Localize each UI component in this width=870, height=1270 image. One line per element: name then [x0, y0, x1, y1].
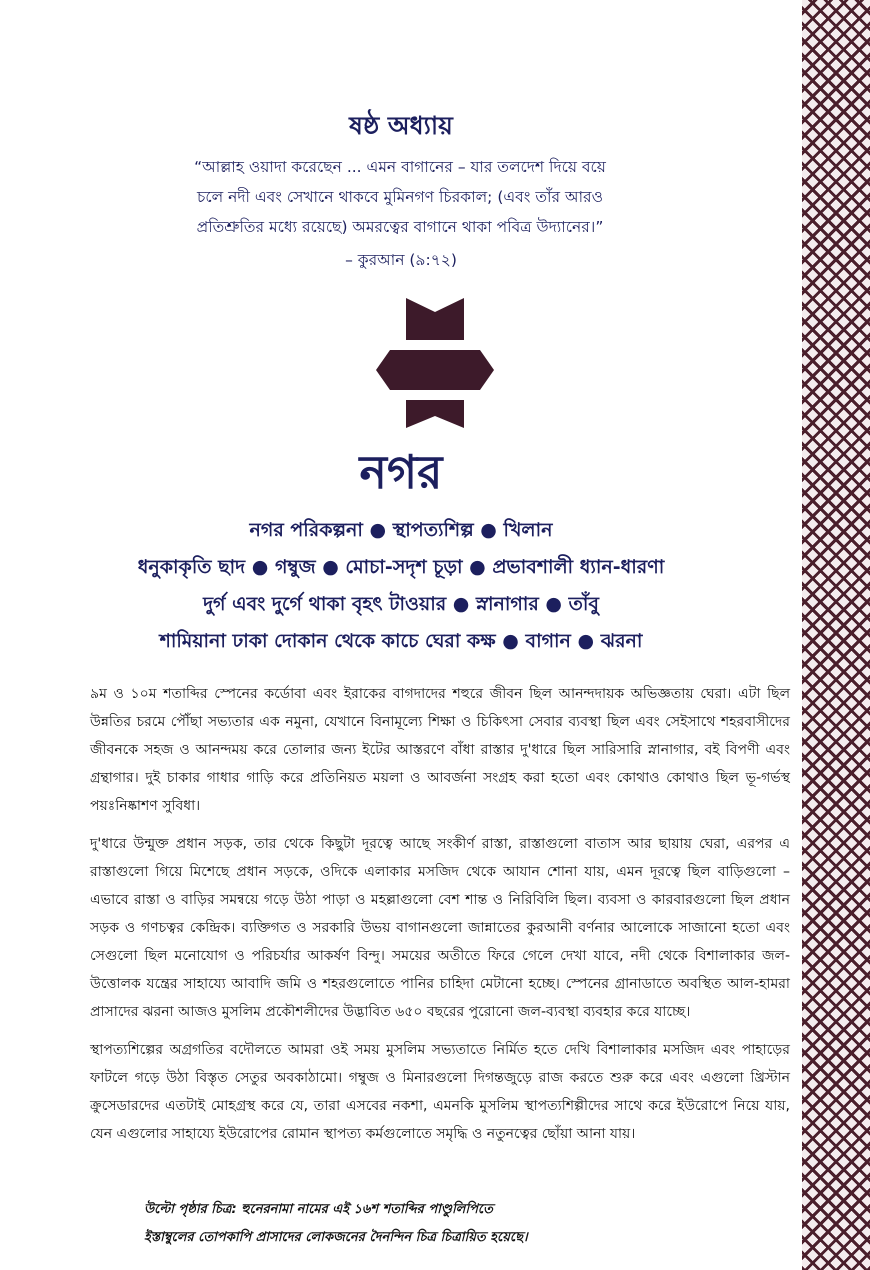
epigraph-line: প্রতিশ্রুতির মধ্যে রয়েছে) অমরত্বের বাগানে থাকা পবিত্র উদ্যানের।” — [196, 218, 604, 236]
topic-line: শামিয়ানা ঢাকা দোকান থেকে কাচে ঘেরা কক্ষ ● বাগান ● ঝরনা — [159, 630, 643, 652]
chapter-heading: ষষ্ঠ অধ্যায় — [349, 111, 453, 140]
epigraph-quote — [150, 152, 650, 242]
topic-line: দুর্গ এবং দুর্গে থাকা বৃহৎ টাওয়ার ● স্নানাগার ● তাঁবু — [203, 593, 599, 615]
decorative-border — [802, 0, 870, 1270]
chapter-title: নগর — [359, 445, 443, 499]
caption-line: ইস্তাম্বুলের তোপকাপি প্রাসাদের লোকজনের দৈনন্দিন চিত্র চিত্রায়িত হয়েছে। — [144, 1230, 528, 1245]
caption-line: উল্টো পৃষ্ঠার চিত্র: হুনেরনামা নামের এই ১৬শ শতাব্দির পাণ্ডুলিপিতে — [144, 1202, 493, 1217]
epigraph-source: – কুরআন (৯:৭২) — [345, 251, 457, 269]
paragraph: ৯ম ও ১০ম শতাব্দির স্পেনের কর্ডোবা এবং ইরাকের বাগদাদের শহুরে জীবন ছিল আনন্দদায়ক অভিজ্ঞতায় ঘেরা। এটা ছিল উন্নতির চরমে পৌঁছা সভ্যতার এক নমুনা, যেখানে বিনামূল্যে শিক্ষা ও চিকিৎসা সেবার ব্যবস্থা ছিল এবং সেইসাথে শহরবাসীদের জীবনকে সহজ ও আনন্দময় করে তোলার জন্য ইটের আস্তরণে বাঁধা রাস্তার দু'ধারে ছিল সারিসারি স্নানাগার, বই বিপণী এবং গ্রন্থাগার। দুই চাকার গাধার গাড়ি করে প্রতিনিয়ত ময়লা ও আবর্জনা সংগ্রহ করা হতো এবং কোথাও কোথাও ছিল ভূ-গর্ভস্থ পয়ঃনিষ্কাশণ সুবিধা। — [90, 686, 790, 814]
topic-list — [20, 512, 782, 660]
topic-line: ধনুকাকৃতি ছাদ ● গম্বুজ ● মোচা-সদৃশ চূড়া ● প্রভাবশালী ধ্যান-ধারণা — [137, 556, 665, 578]
body-text — [90, 680, 790, 1158]
epigraph-line: চলে নদী এবং সেখানে থাকবে মুমিনগণ চিরকাল; (এবং তাঁর আরও — [197, 188, 603, 206]
paragraph: স্থাপত্যশিল্পের অগ্রগতির বদৌলতে আমরা ওই সময় মুসলিম সভ্যতাতে নির্মিত হতে দেখি বিশালাকার মসজিদ এবং পাহাড়ের ফাটলে গড়ে উঠা বিস্তৃত সেতুর অবকাঠামো। গম্বুজ ও মিনারগুলো দিগন্তজুড়ে রাজ করতে শুরু করে এবং এগুলো খ্রিস্টান ক্রুসেডারদের এতটাই মোহগ্রস্থ করে যে, তারা এসবের নকশা, এমনকি মুসলিম স্থাপত্যশিল্পীদের সাথে করে ইউরোপে নিয়ে যায়, যেন এগুলোর সাহায্যে ইউরোপের রোমান স্থাপত্য কর্মগুলোতে সমৃদ্ধি ও নতুনত্বের ছোঁয়া আনা যায়। — [90, 1042, 790, 1142]
paragraph: দু'ধারে উন্মুক্ত প্রধান সড়ক, তার থেকে কিছুটা দূরত্বে আছে সংকীর্ণ রাস্তা, রাস্তাগুলো বাতাস আর ছায়ায় ঘেরা, এরপর এ রাস্তাগুলো গিয়ে মিশেছে প্রধান সড়কে, ওদিকে এলাকার মসজিদ থেকে আযান শোনা যায়, এমন দূরত্বে ছিল বাড়িগুলো – এভাবে রাস্তা ও বাড়ির সমন্বয়ে গড়ে উঠা পাড়া ও মহল্লাগুলো বেশ শান্ত ও নিরিবিলি ছিল। ব্যবসা ও কারবারগুলো ছিল প্রধান সড়ক ও গণচত্বর কেন্দ্রিক। ব্যক্তিগত ও সরকারি উভয় বাগানগুলো জান্নাতের কুরআনী বর্ণনার আলোকে সাজানো হতো এবং সেগুলো ছিল মনোযোগ ও পরিচর্যার আকর্ষণ বিন্দু। সময়ের অতীতে ফিরে গেলে দেখা যাবে, নদী থেকে বিশালাকার জল-উত্তোলক যন্ত্রের সাহায্যে আবাদি জমি ও শহরগুলোতে পানির চাহিদা মেটানো হচ্ছে। স্পেনের গ্রানাডাতে অবস্থিত আল-হামরা প্রাসাদের ঝরনা আজও মুসলিম প্রকৌশলীদের উদ্ভাবিত ৬৫০ বছরের পুরোনো জল-ব্যবস্থা ব্যবহার করে যাচ্ছে। — [90, 836, 790, 1020]
epigraph-line: “আল্লাহ ওয়াদা করেছেন ... এমন বাগানের – যার তলদেশ দিয়ে বয়ে — [194, 158, 606, 176]
figure-caption — [144, 1196, 784, 1252]
topic-line: নগর পরিকল্পনা ● স্থাপত্যশিল্প ● খিলান — [249, 519, 553, 541]
ornament-icon — [376, 298, 494, 428]
